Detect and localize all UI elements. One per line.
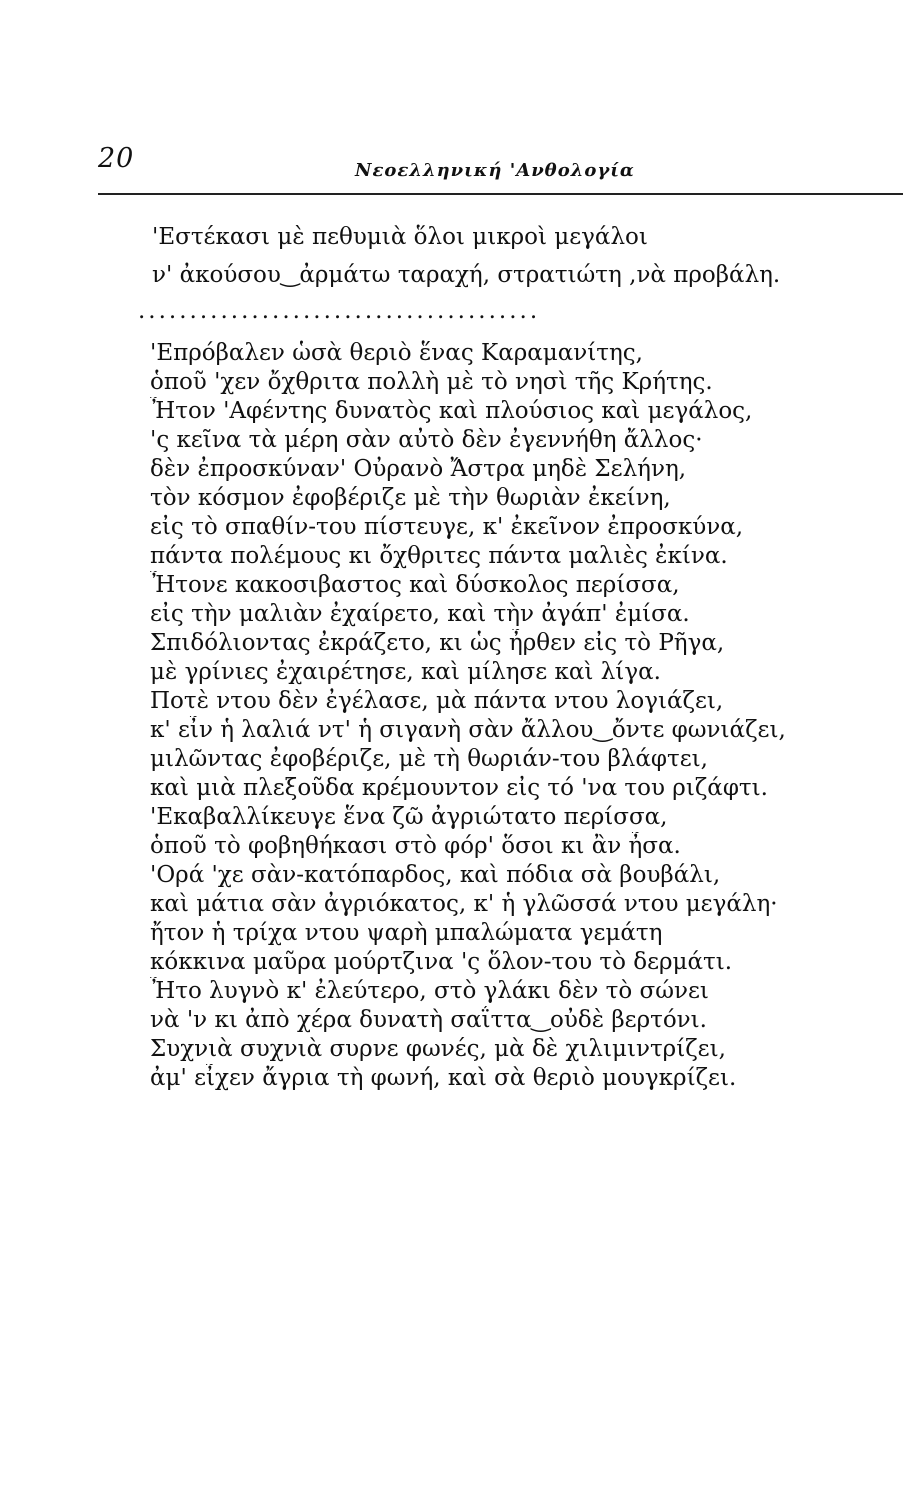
verse-line: μὲ γρίνιες ἐχαιρέτησε, καὶ μίλησε καὶ λίγα. [150,659,661,685]
verse-line: ν' ἀκούσου‿ἀρμάτω ταραχή, στρατιώτη ,νὰ προβάλη. [152,262,781,288]
verse-line: Συχνιὰ συχνιὰ συρνε φωνές, μὰ δὲ χιλιμιντρίζει, [150,1036,726,1062]
verse-line: 'Εστέκασι μὲ πεθυμιὰ ὅλοι μικροὶ μεγάλοι [152,224,648,250]
verse-line: εἰς τὸ σπαθίν-του πίστευγε, κ' ἐκεῖνον ἐπροσκύνα, [150,514,744,540]
verse-line: τὸν κόσμον ἐφοβέριζε μὲ τὴν θωριὰν ἐκείνη, [150,485,671,511]
verse-line: Ἦτον 'Αφέντης δυνατὸς καὶ πλούσιος καὶ μεγάλος, [150,398,753,424]
verse-line: κόκκινα μαῦρα μούρτζινα 'ς ὅλον-του τὸ δερμάτι. [150,949,733,975]
verse-line: Σπιδόλιοντας ἐκράζετο, κι ὡς ἦρθεν εἰς τὸ Ρῆγα, [150,630,725,656]
verse-line: κ' εἶν ἡ λαλιά ντ' ἡ σιγανὴ σὰν ἄλλου‿ὄντε φωνιάζει, [150,717,786,743]
verse-line: 'Επρόβαλεν ὡσὰ θεριὸ ἕνας Καραμανίτης, [150,340,643,366]
verse-line: ὁποῦ 'χεν ὄχθριτα πολλὴ μὲ τὸ νησὶ τῆς Κρήτης. [150,369,713,395]
ellipsis-separator: ....................................... [138,298,541,324]
verse-line: καὶ μιὰ πλεξοῦδα κρέμουντον εἰς τό 'να του ριζάφτι. [150,775,768,801]
verse-line: Ἦτο λυγνὸ κ' ἐλεύτερο, στὸ γλάκι δὲν τὸ σώνει [150,978,709,1004]
verse-line: καὶ μάτια σὰν ἀγριόκατος, κ' ἡ γλῶσσά ντου μεγάλη· [150,891,778,917]
running-title: Νεοελληνική 'Ανθολογία [355,160,635,181]
header-rule [98,193,903,195]
verse-line: εἰς τὴν μαλιὰν ἐχαίρετο, καὶ τὴν ἀγάπ' ἐμίσα. [150,601,690,627]
verse-line: 'Εκαβαλλίκευγε ἕνα ζῶ ἀγριώτατο περίσσα, [150,804,668,830]
verse-line: Ποτὲ ντου δὲν ἐγέλασε, μὰ πάντα ντου λογιάζει, [150,688,724,714]
verse-line: 'Ορά 'χε σὰν-κατόπαρδος, καὶ πόδια σὰ βουβάλι, [150,862,721,888]
page-number: 20 [98,143,135,174]
verse-line: ἀμ' εἶχεν ἄγρια τὴ φωνή, καὶ σὰ θεριὸ μουγκρίζει. [150,1065,737,1091]
verse-line: Ἦτονε κακοσιβαστος καὶ δύσκολος περίσσα, [150,572,680,598]
verse-line: 'ς κεῖνα τὰ μέρη σὰν αὐτὸ δὲν ἐγεννήθη ἄλλος· [150,427,703,453]
verse-line: ἤτον ἡ τρίχα ντου ψαρὴ μπαλώματα γεμάτη [150,920,663,946]
verse-line: ὁποῦ τὸ φοβηθήκασι στὸ φόρ' ὅσοι κι ἂν ἦσα. [150,833,681,859]
verse-line: μιλῶντας ἐφοβέριζε, μὲ τὴ θωριάν-του βλάφτει, [150,746,708,772]
verse-line: πάντα πολέμους κι ὄχθριτες πάντα μαλιὲς ἐκίνα. [150,543,728,569]
verse-line: νὰ 'ν κι ἀπὸ χέρα δυνατὴ σαΐττα‿οὐδὲ βερτόνι. [150,1007,707,1033]
poem-text [138,218,878,1093]
verse-line: δὲν ἐπροσκύναν' Οὐρανὸ Ἄστρα μηδὲ Σελήνη, [150,456,687,482]
